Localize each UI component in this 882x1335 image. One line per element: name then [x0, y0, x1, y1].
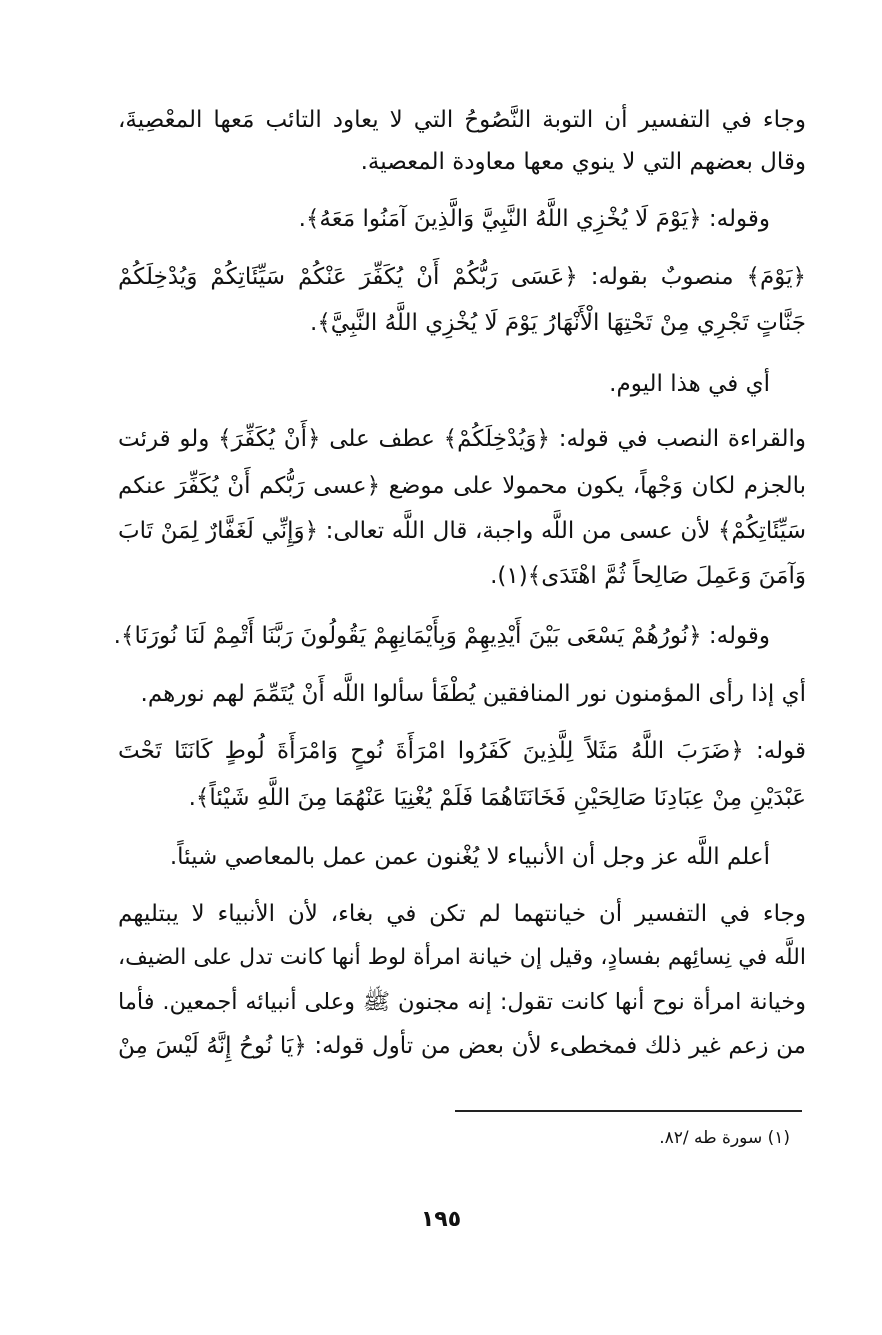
text-line: وخيانة امرأة نوح أنها كانت تقول: إنه مجنون ﷺ وعلى أنبيائه أجمعين. فأما — [118, 989, 806, 1015]
footnote: (١) سورة طه /٨٢. — [659, 1128, 790, 1148]
text-line: من زعم غير ذلك فمخطىء لأن بعض من تأول قوله: ﴿يَا نُوحُ إِنَّهُ لَيْسَ مِنْ — [118, 1033, 806, 1059]
text-line: أعلم اللَّه عز وجل أن الأنبياء لا يُغْنون عمن عمل بالمعاصي شيئاً. — [169, 844, 770, 870]
text-line: وقوله: ﴿يَوْمَ لَا يُخْزِي اللَّهُ النَّبِيَّ وَالَّذِينَ آمَنُوا مَعَهُ﴾. — [298, 206, 770, 232]
text-line: أي في هذا اليوم. — [609, 371, 770, 397]
footnote-separator — [455, 1110, 802, 1112]
text-line: سَيِّئَاتِكُمْ﴾ لأن عسى من اللَّه واجبة، قال اللَّه تعالى: ﴿وَإِنِّي لَغَفَّارٌ لِمَنْ تَابَ — [118, 518, 806, 544]
text-line: وقوله: ﴿نُورُهُمْ يَسْعَى بَيْنَ أَيْدِيهِمْ وَبِأَيْمَانِهِمْ يَقُولُونَ رَبَّنَا أَتْمِمْ لَنَا نُورَنَا﴾. — [113, 623, 770, 649]
page-number: ١٩٥ — [420, 1207, 462, 1232]
text-line: بالجزم لكان وَجْهاً، يكون محمولا على موضع ﴿عسى رَبُّكم أَنْ يُكَفِّرَ عنكم — [118, 473, 806, 499]
text-line: وجاء في التفسير أن التوبة النَّصُوحُ التي لا يعاود التائب مَعها المعْصِيةَ، — [118, 107, 806, 133]
text-line: اللَّه في نِسائِهم بفسادٍ، وقيل إن خيانة امرأة لوط أنها كانت تدل على الضيف، — [118, 945, 806, 970]
text-line: أي إذا رأى المؤمنون نور المنافقين يُطْفَأ سألوا اللَّه أَنْ يُتَمِّمَ لهم نورهم. — [140, 681, 806, 707]
text-line: ﴿يَوْمَ﴾ منصوبٌ بقوله: ﴿عَسَى رَبُّكُمْ أَنْ يُكَفِّرَ عَنْكُمْ سَيِّئَاتِكُمْ وَيُدْخِلَكُمْ — [118, 264, 806, 290]
text-line: جَنَّاتٍ تَجْرِي مِنْ تَحْتِهَا الْأَنْهَارُ يَوْمَ لَا يُخْزِي اللَّهُ النَّبِيَّ﴾. — [310, 310, 806, 336]
text-line: وَآمَنَ وَعَمِلَ صَالِحاً ثُمَّ اهْتَدَى﴾(١). — [490, 563, 806, 589]
text-line: قوله: ﴿ضَرَبَ اللَّهُ مَثَلاً لِلَّذِينَ كَفَرُوا امْرَأَةَ نُوحٍ وَامْرَأَةَ لُوطٍ كَانَتَا تَحْتَ — [118, 738, 806, 764]
text-line: وقال بعضهم التي لا ينوي معها معاودة المعصية. — [360, 149, 806, 175]
text-line: وجاء في التفسير أن خيانتهما لم تكن في بغاء، لأن الأنبياء لا يبتليهم — [118, 901, 806, 927]
text-line: عَبْدَيْنِ مِنْ عِبَادِنَا صَالِحَيْنِ فَخَانَتَاهُمَا فَلَمْ يُغْنِيَا عَنْهُمَا مِنَ اللَّهِ شَيْئاً﴾. — [188, 785, 806, 811]
text-line: والقراءة النصب في قوله: ﴿وَيُدْخِلَكُمْ﴾ عطف على ﴿أَنْ يُكَفِّرَ﴾ ولو قرئت — [118, 426, 806, 452]
